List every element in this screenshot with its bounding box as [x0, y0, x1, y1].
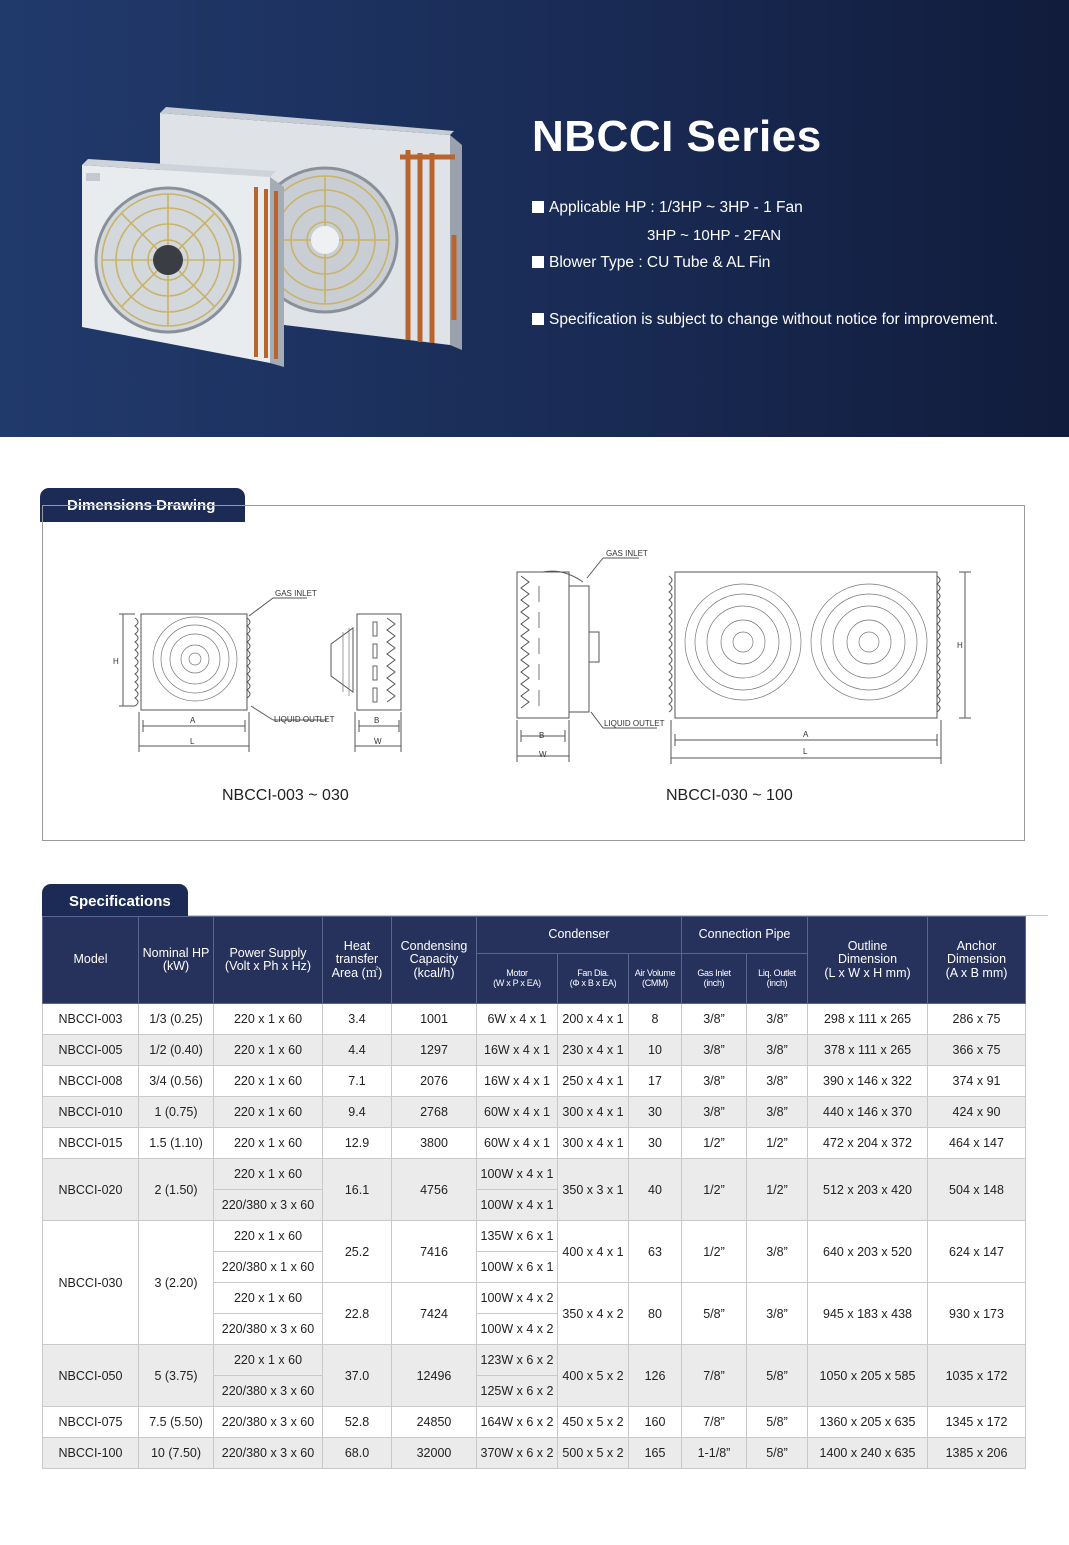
caption-large-units: NBCCI-030 ~ 100: [666, 787, 793, 804]
cell-outline: 640 x 203 x 520: [808, 1221, 928, 1283]
cell-motor: 6W x 4 x 1: [477, 1004, 558, 1035]
th-motor: Motor (W x P x EA): [477, 954, 558, 1004]
dim-a-label: A: [190, 716, 196, 725]
cell-fan: 300 x 4 x 1: [558, 1097, 629, 1128]
table-row: [43, 1035, 1026, 1066]
table-row: [43, 1004, 1026, 1035]
cell-power: 220 x 1 x 60: [214, 1035, 323, 1066]
cell-anchor: 930 x 173: [928, 1283, 1026, 1345]
cell-anchor: 424 x 90: [928, 1097, 1026, 1128]
th-gas-inlet: Gas Inlet (inch): [682, 954, 747, 1004]
cell-anchor: 504 x 148: [928, 1159, 1026, 1221]
cell-outline: 512 x 203 x 420: [808, 1159, 928, 1221]
th-connection-pipe: Connection Pipe: [682, 917, 808, 954]
cell-hp: 10 (7.50): [139, 1438, 214, 1469]
cell-motor: 16W x 4 x 1: [477, 1035, 558, 1066]
cell-motor: 135W x 6 x 1: [477, 1221, 558, 1252]
cell-air: 165: [629, 1438, 682, 1469]
cell-model: NBCCI-010: [43, 1097, 139, 1128]
cell-outline: 390 x 146 x 322: [808, 1066, 928, 1097]
cell-capacity: 1001: [392, 1004, 477, 1035]
cell-gas: 7/8”: [682, 1345, 747, 1407]
table-row: [43, 1221, 1026, 1252]
cell-area: 12.9: [323, 1128, 392, 1159]
cell-model: NBCCI-020: [43, 1159, 139, 1221]
cell-air: 30: [629, 1097, 682, 1128]
cell-hp: 2 (1.50): [139, 1159, 214, 1221]
cell-power: 220/380 x 3 x 60: [214, 1438, 323, 1469]
cell-capacity: 4756: [392, 1159, 477, 1221]
cell-anchor: 1345 x 172: [928, 1407, 1026, 1438]
cell-motor: 60W x 4 x 1: [477, 1128, 558, 1159]
cell-fan: 250 x 4 x 1: [558, 1066, 629, 1097]
cell-area: 4.4: [323, 1035, 392, 1066]
th-power-supply: Power Supply (Volt x Ph x Hz): [214, 917, 323, 1004]
dim-b-label: B: [539, 731, 545, 740]
cell-capacity: 3800: [392, 1128, 477, 1159]
dim-h-label: H: [957, 641, 963, 650]
cell-gas: 1/2”: [682, 1221, 747, 1283]
cell-capacity: 2768: [392, 1097, 477, 1128]
bullet-square-icon: [532, 201, 544, 213]
spec-note-hp-2: 3HP ~ 10HP - 2FAN: [647, 227, 782, 244]
cell-liq: 3/8”: [747, 1097, 808, 1128]
dim-l-label: L: [803, 747, 808, 756]
cell-power: 220/380 x 3 x 60: [214, 1407, 323, 1438]
cell-area: 9.4: [323, 1097, 392, 1128]
cell-hp: 1.5 (1.10): [139, 1128, 214, 1159]
cell-fan: 200 x 4 x 1: [558, 1004, 629, 1035]
cell-liq: 3/8”: [747, 1004, 808, 1035]
cell-outline: 298 x 111 x 265: [808, 1004, 928, 1035]
cell-power: 220 x 1 x 60: [214, 1004, 323, 1035]
cell-capacity: 2076: [392, 1066, 477, 1097]
cell-gas: 1/2”: [682, 1128, 747, 1159]
table-row: [43, 1097, 1026, 1128]
cell-capacity: 7416: [392, 1221, 477, 1283]
cell-air: 8: [629, 1004, 682, 1035]
cell-fan: 500 x 5 x 2: [558, 1438, 629, 1469]
cell-liq: 1/2”: [747, 1128, 808, 1159]
cell-power: 220 x 1 x 60: [214, 1283, 323, 1314]
table-row: [43, 1128, 1026, 1159]
th-outline: Outline Dimension (L x W x H mm): [808, 917, 928, 1004]
dimensions-tab: Dimensions Drawing: [40, 488, 245, 522]
cell-gas: 3/8”: [682, 1066, 747, 1097]
cell-hp: 1/3 (0.25): [139, 1004, 214, 1035]
cell-liq: 5/8”: [747, 1345, 808, 1407]
cell-hp: 1 (0.75): [139, 1097, 214, 1128]
th-nominal-hp: Nominal HP (kW): [139, 917, 214, 1004]
cell-anchor: 1385 x 206: [928, 1438, 1026, 1469]
dim-w-label: W: [374, 737, 382, 746]
cell-gas: 5/8”: [682, 1283, 747, 1345]
cell-motor: 16W x 4 x 1: [477, 1066, 558, 1097]
cell-power: 220 x 1 x 60: [214, 1345, 323, 1376]
cell-fan: 230 x 4 x 1: [558, 1035, 629, 1066]
cell-air: 63: [629, 1221, 682, 1283]
bullet-square-icon: [532, 313, 544, 325]
dim-w-label: W: [539, 750, 547, 759]
th-model: Model: [43, 917, 139, 1004]
cell-model: NBCCI-075: [43, 1407, 139, 1438]
th-fan-dia: Fan Dia. (Φ x B x EA): [558, 954, 629, 1004]
gas-inlet-label: GAS INLET: [275, 589, 317, 598]
table-row: [43, 1438, 1026, 1469]
spec-note-blower: Blower Type : CU Tube & AL Fin: [532, 254, 770, 272]
cell-motor: 370W x 6 x 2: [477, 1438, 558, 1469]
cell-fan: 300 x 4 x 1: [558, 1128, 629, 1159]
dimension-drawings: [43, 506, 1024, 840]
cell-hp: 1/2 (0.40): [139, 1035, 214, 1066]
cell-gas: 3/8”: [682, 1097, 747, 1128]
cell-liq: 1/2”: [747, 1159, 808, 1221]
cell-model: NBCCI-030: [43, 1221, 139, 1345]
cell-liq: 3/8”: [747, 1035, 808, 1066]
cell-hp: 3 (2.20): [139, 1221, 214, 1345]
cell-model: NBCCI-003: [43, 1004, 139, 1035]
cell-capacity: 24850: [392, 1407, 477, 1438]
cell-power: 220/380 x 1 x 60: [214, 1252, 323, 1283]
liquid-outlet-label: LIQUID OUTLET: [604, 719, 665, 728]
cell-gas: 1-1/8”: [682, 1438, 747, 1469]
cell-air: 10: [629, 1035, 682, 1066]
cell-fan: 450 x 5 x 2: [558, 1407, 629, 1438]
cell-gas: 1/2”: [682, 1159, 747, 1221]
cell-area: 25.2: [323, 1221, 392, 1283]
product-photo: [70, 95, 470, 385]
cell-motor: 100W x 4 x 2: [477, 1283, 558, 1314]
cell-model: NBCCI-008: [43, 1066, 139, 1097]
cell-liq: 3/8”: [747, 1283, 808, 1345]
specifications-body: [43, 1004, 1026, 1469]
cell-liq: 3/8”: [747, 1221, 808, 1283]
cell-motor: 60W x 4 x 1: [477, 1097, 558, 1128]
cell-area: 52.8: [323, 1407, 392, 1438]
cell-motor: 100W x 6 x 1: [477, 1252, 558, 1283]
cell-outline: 1360 x 205 x 635: [808, 1407, 928, 1438]
cell-anchor: 286 x 75: [928, 1004, 1026, 1035]
cell-liq: 3/8”: [747, 1066, 808, 1097]
cell-hp: 5 (3.75): [139, 1345, 214, 1407]
cell-anchor: 366 x 75: [928, 1035, 1026, 1066]
cell-liq: 5/8”: [747, 1407, 808, 1438]
cell-power: 220/380 x 3 x 60: [214, 1314, 323, 1345]
cell-anchor: 1035 x 172: [928, 1345, 1026, 1407]
th-condenser: Condenser: [477, 917, 682, 954]
cell-power: 220 x 1 x 60: [214, 1066, 323, 1097]
cell-power: 220 x 1 x 60: [214, 1159, 323, 1190]
dim-l-label: L: [190, 737, 195, 746]
caption-small-units: NBCCI-003 ~ 030: [222, 787, 349, 804]
cell-air: 40: [629, 1159, 682, 1221]
cell-motor: 100W x 4 x 2: [477, 1314, 558, 1345]
cell-area: 16.1: [323, 1159, 392, 1221]
cell-gas: 3/8”: [682, 1004, 747, 1035]
table-row: [43, 1159, 1026, 1190]
cell-area: 37.0: [323, 1345, 392, 1407]
cell-area: 68.0: [323, 1438, 392, 1469]
cell-outline: 440 x 146 x 370: [808, 1097, 928, 1128]
cell-hp: 3/4 (0.56): [139, 1066, 214, 1097]
table-row: [43, 1407, 1026, 1438]
dim-h-label: H: [113, 657, 119, 666]
cell-area: 7.1: [323, 1066, 392, 1097]
cell-air: 160: [629, 1407, 682, 1438]
cell-motor: 164W x 6 x 2: [477, 1407, 558, 1438]
hero-banner: [0, 0, 1069, 437]
cell-power: 220 x 1 x 60: [214, 1128, 323, 1159]
cell-motor: 125W x 6 x 2: [477, 1376, 558, 1407]
cell-air: 17: [629, 1066, 682, 1097]
th-capacity: Condensing Capacity (kcal/h): [392, 917, 477, 1004]
cell-capacity: 12496: [392, 1345, 477, 1407]
cell-power: 220/380 x 3 x 60: [214, 1376, 323, 1407]
cell-model: NBCCI-005: [43, 1035, 139, 1066]
cell-liq: 5/8”: [747, 1438, 808, 1469]
cell-fan: 400 x 5 x 2: [558, 1345, 629, 1407]
cell-capacity: 7424: [392, 1283, 477, 1345]
th-heat-area: Heat transfer Area (㎡): [323, 917, 392, 1004]
cell-fan: 350 x 4 x 2: [558, 1283, 629, 1345]
specifications-tab: Specifications: [42, 884, 188, 918]
cell-air: 30: [629, 1128, 682, 1159]
cell-outline: 945 x 183 x 438: [808, 1283, 928, 1345]
cell-anchor: 624 x 147: [928, 1221, 1026, 1283]
cell-outline: 1050 x 205 x 585: [808, 1345, 928, 1407]
dim-a-label: A: [803, 730, 809, 739]
table-row: [43, 1066, 1026, 1097]
cell-outline: 1400 x 240 x 635: [808, 1438, 928, 1469]
cell-outline: 472 x 204 x 372: [808, 1128, 928, 1159]
th-liq-outlet: Liq. Outlet (inch): [747, 954, 808, 1004]
spec-note-change: Specification is subject to change without notice for improvement.: [532, 311, 998, 329]
cell-motor: 100W x 4 x 1: [477, 1190, 558, 1221]
cell-air: 126: [629, 1345, 682, 1407]
gas-inlet-label: GAS INLET: [606, 549, 648, 558]
cell-area: 3.4: [323, 1004, 392, 1035]
series-title: NBCCI Series: [532, 112, 822, 161]
cell-capacity: 1297: [392, 1035, 477, 1066]
th-anchor: Anchor Dimension (A x B mm): [928, 917, 1026, 1004]
cell-motor: 100W x 4 x 1: [477, 1159, 558, 1190]
spec-note-hp: Applicable HP : 1/3HP ~ 3HP - 1 Fan: [532, 199, 803, 217]
cell-air: 80: [629, 1283, 682, 1345]
cell-area: 22.8: [323, 1283, 392, 1345]
dimensions-panel: [42, 505, 1025, 841]
cell-hp: 7.5 (5.50): [139, 1407, 214, 1438]
liquid-outlet-label: LIQUID OUTLET: [274, 715, 335, 724]
cell-fan: 350 x 3 x 1: [558, 1159, 629, 1221]
cell-gas: 3/8”: [682, 1035, 747, 1066]
cell-fan: 400 x 4 x 1: [558, 1221, 629, 1283]
cell-model: NBCCI-050: [43, 1345, 139, 1407]
bullet-square-icon: [532, 256, 544, 268]
table-row: [43, 1345, 1026, 1376]
cell-outline: 378 x 111 x 265: [808, 1035, 928, 1066]
cell-capacity: 32000: [392, 1438, 477, 1469]
cell-motor: 123W x 6 x 2: [477, 1345, 558, 1376]
cell-power: 220 x 1 x 60: [214, 1221, 323, 1252]
cell-gas: 7/8”: [682, 1407, 747, 1438]
cell-anchor: 374 x 91: [928, 1066, 1026, 1097]
dim-b-label: B: [374, 716, 380, 725]
cell-anchor: 464 x 147: [928, 1128, 1026, 1159]
cell-model: NBCCI-100: [43, 1438, 139, 1469]
th-air-volume: Air Volume (CMM): [629, 954, 682, 1004]
cell-power: 220 x 1 x 60: [214, 1097, 323, 1128]
cell-model: NBCCI-015: [43, 1128, 139, 1159]
specifications-table: [42, 916, 1026, 1469]
cell-power: 220/380 x 3 x 60: [214, 1190, 323, 1221]
